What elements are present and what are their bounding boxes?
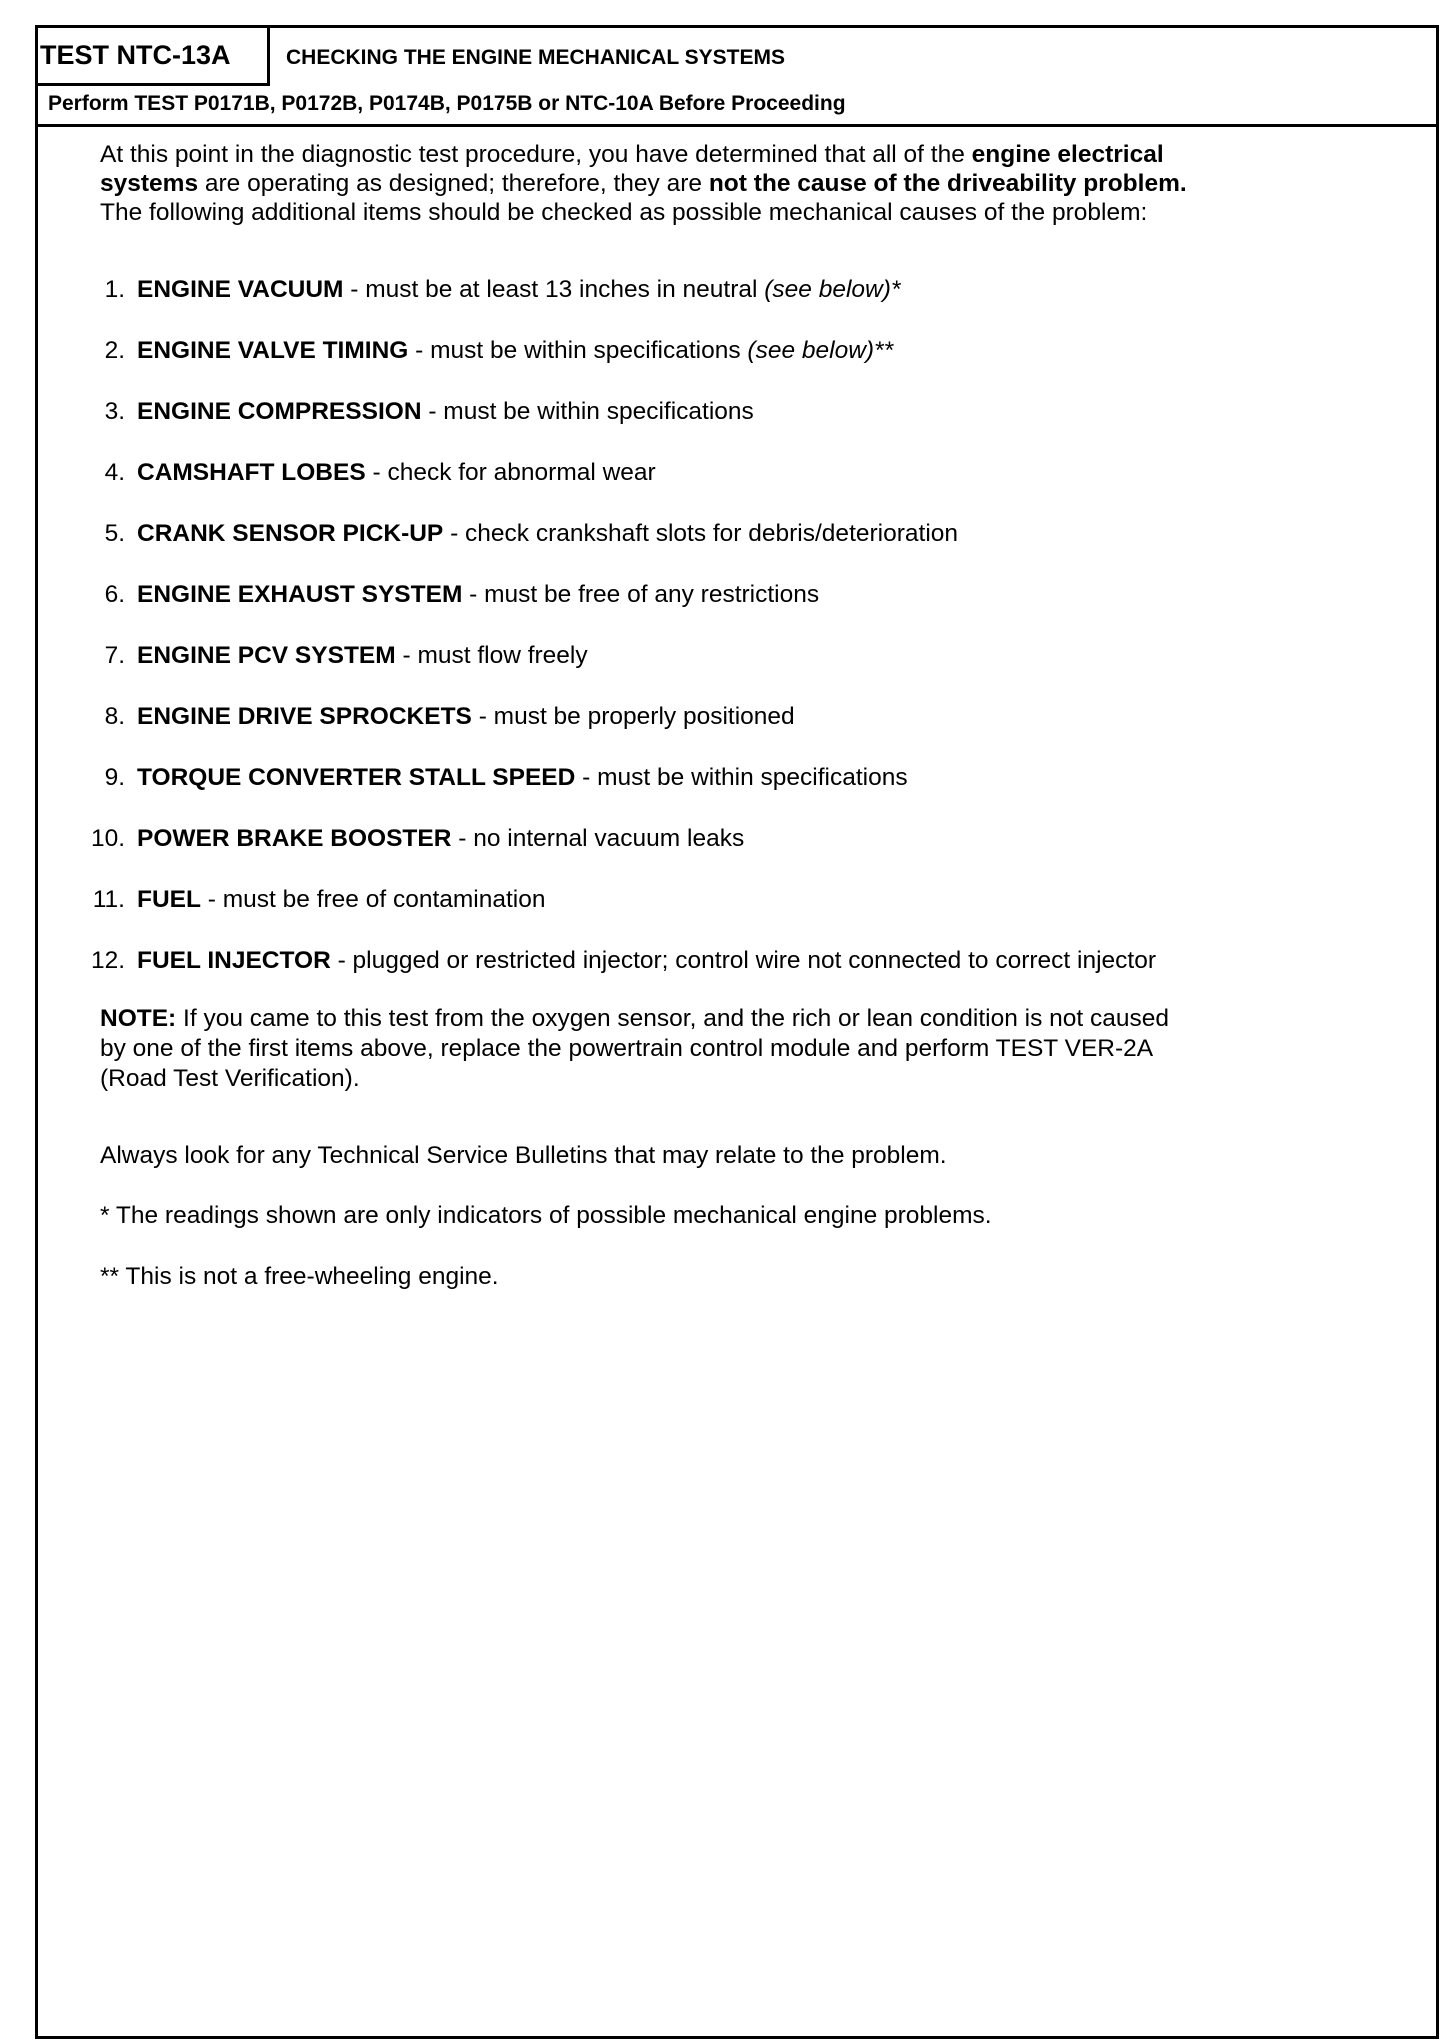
item-number: 10. — [90, 825, 125, 852]
item-text: - must be at least 13 inches in neutral — [343, 276, 765, 303]
item-label: FUEL — [137, 886, 201, 913]
item-text: - must be free of contamination — [200, 886, 546, 913]
item-number: 3. — [104, 398, 125, 425]
list-item — [60, 642, 588, 670]
item-text: - must be free of any restrictions — [462, 581, 820, 608]
note-line: by one of the first items above, replace the powertrain control module and perform TEST VER-2A — [100, 1035, 1154, 1062]
test-id: TEST NTC-13A — [40, 40, 231, 70]
divider — [35, 124, 1439, 127]
list-item — [60, 703, 795, 731]
item-text: - must be within specifications — [575, 764, 908, 791]
footnote: * The readings shown are only indicators of possible mechanical engine problems. — [100, 1202, 992, 1229]
item-label: FUEL INJECTOR — [137, 947, 331, 974]
item-label: POWER BRAKE BOOSTER — [137, 825, 452, 852]
intro-line: The following additional items should be checked as possible mechanical causes of the problem: — [100, 199, 1148, 226]
item-number: 6. — [104, 581, 125, 608]
item-text: - must be within specifications — [408, 337, 748, 364]
item-label: CRANK SENSOR PICK-UP — [137, 520, 444, 547]
note-line — [100, 1005, 1169, 1033]
list-item — [60, 520, 958, 548]
item-text: - must be properly positioned — [471, 703, 795, 730]
item-text: - must flow freely — [395, 642, 588, 669]
list-item — [60, 459, 656, 487]
list-item — [60, 276, 900, 304]
item-text: - no internal vacuum leaks — [451, 825, 745, 852]
list-item — [60, 581, 819, 609]
item-label: TORQUE CONVERTER STALL SPEED — [137, 764, 576, 791]
page-title: CHECKING THE ENGINE MECHANICAL SYSTEMS — [286, 46, 785, 69]
note-label: NOTE: — [100, 1005, 177, 1032]
item-label: ENGINE COMPRESSION — [137, 398, 422, 425]
item-note: (see below)* — [764, 276, 901, 303]
list-item — [60, 398, 754, 426]
list-item — [60, 947, 1156, 975]
item-number: 2. — [104, 337, 125, 364]
item-number: 5. — [104, 520, 125, 547]
item-text: - must be within specifications — [421, 398, 754, 425]
list-item — [60, 886, 546, 914]
intro-line — [100, 170, 1187, 198]
item-number: 8. — [104, 703, 125, 730]
item-label: ENGINE EXHAUST SYSTEM — [137, 581, 463, 608]
item-label: ENGINE PCV SYSTEM — [137, 642, 396, 669]
note-line: (Road Test Verification). — [100, 1065, 360, 1092]
item-note: (see below)** — [747, 337, 894, 364]
item-number: 4. — [104, 459, 125, 486]
intro-bold: systems — [100, 170, 199, 197]
intro-bold: engine electrical — [971, 141, 1164, 168]
intro-text: are operating as designed; therefore, they are — [198, 170, 709, 197]
prerequisite: Perform TEST P0171B, P0172B, P0174B, P0175B or NTC-10A Before Proceeding — [48, 92, 846, 115]
item-number: 1. — [104, 276, 125, 303]
item-number: 12. — [90, 947, 125, 974]
item-text: - check for abnormal wear — [365, 459, 656, 486]
footnote: ** This is not a free-wheeling engine. — [100, 1263, 499, 1290]
item-text: - plugged or restricted injector; control wire not connected to correct injector — [330, 947, 1156, 974]
item-number: 9. — [104, 764, 125, 791]
list-item — [60, 337, 893, 365]
tsb-text: Always look for any Technical Service Bulletins that may relate to the problem. — [100, 1142, 947, 1169]
item-label: ENGINE DRIVE SPROCKETS — [137, 703, 472, 730]
item-label: ENGINE VALVE TIMING — [137, 337, 409, 364]
item-number: 7. — [104, 642, 125, 669]
list-item — [60, 825, 744, 853]
intro-line — [100, 141, 1164, 169]
item-number: 11. — [92, 886, 125, 913]
item-label: ENGINE VACUUM — [137, 276, 344, 303]
item-label: CAMSHAFT LOBES — [137, 459, 366, 486]
intro-text: At this point in the diagnostic test procedure, you have determined that all of the — [100, 141, 972, 168]
intro-bold: not the cause of the driveability problem. — [708, 170, 1187, 197]
item-text: - check crankshaft slots for debris/deterioration — [443, 520, 959, 547]
note-text: If you came to this test from the oxygen sensor, and the rich or lean condition is not caused — [176, 1005, 1170, 1032]
list-item — [60, 764, 908, 792]
